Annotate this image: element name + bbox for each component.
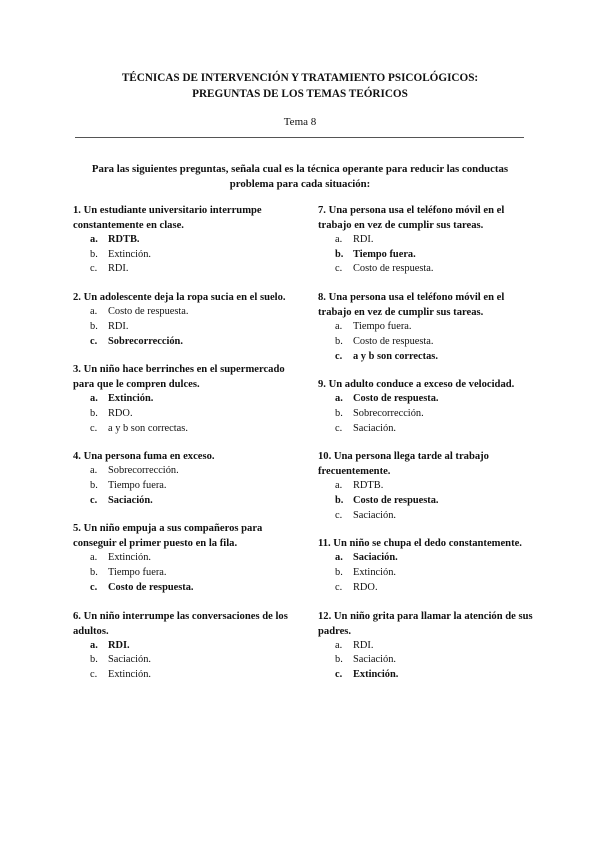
- answer-option: [73, 479, 293, 494]
- option-letter: c.: [335, 350, 343, 362]
- option-text: Costo de respuesta.: [353, 495, 439, 507]
- option-text: Extinción.: [353, 567, 396, 579]
- option-letter: c.: [335, 422, 343, 434]
- option-text: Costo de respuesta.: [108, 306, 189, 318]
- option-text: Saciación.: [108, 494, 153, 506]
- option-text: a y b son correctas.: [108, 422, 188, 434]
- answer-option: [318, 581, 538, 596]
- option-letter: a.: [335, 552, 343, 564]
- option-letter: b.: [335, 407, 343, 419]
- answer-option: [318, 653, 538, 668]
- question-block: [73, 203, 293, 277]
- question-text: 9. Un adulto conduce a exceso de velocidad.: [318, 379, 515, 391]
- questions-column-left: [73, 203, 293, 696]
- question-block: [318, 609, 538, 683]
- option-text: Saciación.: [353, 509, 396, 521]
- option-text: Saciación.: [353, 552, 398, 564]
- question-block: [73, 449, 293, 508]
- option-text: Sobrecorrección.: [108, 465, 179, 477]
- answer-option: [318, 320, 538, 335]
- option-text: RDI.: [353, 234, 374, 245]
- option-letter: c.: [90, 422, 98, 434]
- option-letter: b.: [90, 248, 98, 260]
- option-letter: b.: [335, 495, 344, 507]
- question-text: 4. Una persona fuma en exceso.: [73, 451, 215, 463]
- option-text: Sobrecorrección.: [353, 407, 424, 419]
- question-block: [318, 449, 538, 523]
- option-text: Saciación.: [108, 654, 151, 666]
- answer-option-correct: [73, 494, 293, 509]
- option-text: Costo de respuesta.: [353, 335, 434, 347]
- document-title: [60, 70, 540, 102]
- answer-option: [318, 509, 538, 524]
- answer-option: [318, 422, 538, 437]
- option-text: RDTB.: [108, 234, 140, 245]
- option-letter: c.: [335, 263, 343, 275]
- option-letter: a.: [90, 234, 98, 245]
- answer-options: [73, 464, 293, 508]
- option-letter: c.: [90, 335, 98, 347]
- answer-option: [73, 407, 293, 422]
- option-text: RDI.: [108, 320, 129, 332]
- option-text: Costo de respuesta.: [353, 263, 434, 275]
- option-text: RDTB.: [353, 480, 384, 492]
- option-text: Tiempo fuera.: [353, 321, 412, 333]
- option-letter: c.: [90, 668, 98, 680]
- instructions: Para las siguientes preguntas, señala cual es la técnica operante para reducir las conductas problema para cada situación:: [91, 163, 509, 190]
- option-text: Extinción.: [108, 393, 154, 405]
- question-block: [318, 290, 538, 364]
- question-text: 2. Un adolescente deja la ropa sucia en el suelo.: [73, 292, 286, 304]
- document-subtitle: Tema 8: [283, 116, 317, 128]
- option-letter: a.: [335, 639, 343, 651]
- option-letter: c.: [335, 668, 343, 680]
- option-letter: b.: [335, 248, 344, 260]
- option-text: Extinción.: [108, 248, 151, 260]
- answer-options: [73, 233, 293, 277]
- answer-option: [73, 566, 293, 581]
- option-letter: c.: [335, 509, 343, 521]
- answer-option-correct: [318, 551, 538, 566]
- answer-option: [73, 248, 293, 263]
- question-block: [318, 377, 538, 436]
- answer-option: [73, 422, 293, 437]
- option-text: RDI.: [108, 639, 130, 651]
- option-letter: a.: [335, 321, 343, 333]
- answer-option-correct: [318, 494, 538, 509]
- answer-option-correct: [318, 392, 538, 407]
- answer-option: [73, 464, 293, 479]
- answer-option: [73, 305, 293, 320]
- title-line-2: PREGUNTAS DE LOS TEMAS TEÓRICOS: [192, 88, 408, 100]
- option-letter: a.: [335, 234, 343, 245]
- option-letter: b.: [90, 407, 98, 419]
- title-line-1: TÉCNICAS DE INTERVENCIÓN Y TRATAMIENTO PSICOLÓGICOS:: [121, 72, 479, 84]
- question-block: [73, 290, 293, 349]
- answer-option: [318, 233, 538, 248]
- option-text: RDO.: [108, 407, 133, 419]
- question-block: [318, 536, 538, 595]
- option-letter: a.: [90, 552, 98, 564]
- option-letter: c.: [90, 263, 98, 275]
- answer-option-correct: [73, 392, 293, 407]
- option-text: RDI.: [108, 263, 129, 275]
- answer-option-correct: [318, 668, 538, 683]
- question-block: [73, 521, 293, 595]
- option-letter: b.: [90, 654, 98, 666]
- answer-option-correct: [318, 350, 538, 365]
- answer-option: [73, 668, 293, 683]
- option-text: Extinción.: [108, 552, 151, 564]
- option-text: RDI.: [353, 639, 374, 651]
- questions-column-right: [318, 203, 538, 696]
- answer-option: [73, 262, 293, 277]
- answer-option: [318, 335, 538, 350]
- option-text: Saciación.: [353, 654, 396, 666]
- question-text: 11. Un niño se chupa el dedo constantemente.: [318, 538, 522, 550]
- question-text: 12. Un niño grita para llamar la atención de sus padres.: [318, 610, 533, 637]
- question-text: 7. Una persona usa el teléfono móvil en el trabajo en vez de cumplir sus tareas.: [318, 205, 505, 231]
- answer-options: [73, 392, 293, 436]
- answer-option: [318, 639, 538, 654]
- answer-option: [73, 320, 293, 335]
- question-block: [73, 362, 293, 436]
- option-text: Costo de respuesta.: [108, 581, 194, 593]
- option-letter: b.: [90, 567, 98, 579]
- question-block: [73, 609, 293, 683]
- question-text: 10. Una persona llega tarde al trabajo frecuentemente.: [318, 451, 489, 478]
- option-text: Extinción.: [353, 668, 399, 680]
- option-letter: c.: [335, 581, 343, 593]
- answer-options: [318, 233, 538, 277]
- option-letter: b.: [335, 654, 343, 666]
- option-letter: a.: [90, 465, 98, 477]
- option-text: Tiempo fuera.: [108, 567, 167, 579]
- option-letter: a.: [335, 393, 343, 405]
- answer-option-correct: [73, 581, 293, 596]
- option-letter: c.: [90, 494, 98, 506]
- option-text: Tiempo fuera.: [108, 480, 167, 492]
- question-text: 6. Un niño interrumpe las conversaciones de los adultos.: [73, 610, 288, 637]
- option-letter: a.: [335, 480, 343, 492]
- option-text: RDO.: [353, 581, 378, 593]
- option-letter: b.: [335, 335, 343, 347]
- option-text: Costo de respuesta.: [353, 393, 439, 405]
- question-block: [318, 203, 538, 277]
- answer-options: [318, 639, 538, 683]
- question-text: 8. Una persona usa el teléfono móvil en el trabajo en vez de cumplir sus tareas.: [318, 292, 505, 319]
- answer-option-correct: [73, 335, 293, 350]
- answer-options: [73, 305, 293, 349]
- option-letter: a.: [90, 306, 98, 318]
- answer-options: [318, 320, 538, 364]
- option-text: a y b son correctas.: [353, 350, 438, 362]
- answer-options: [73, 639, 293, 683]
- answer-option: [318, 479, 538, 494]
- option-letter: a.: [90, 393, 98, 405]
- question-text: 1. Un estudiante universitario interrumpe constantemente en clase.: [73, 205, 262, 231]
- answer-options: [318, 479, 538, 523]
- answer-option-correct: [318, 248, 538, 263]
- question-text: 3. Un niño hace berrinches en el supermercado para que le compren dulces.: [73, 364, 285, 391]
- answer-options: [73, 551, 293, 595]
- option-text: Saciación.: [353, 422, 396, 434]
- divider: [75, 137, 524, 138]
- question-text: 5. Un niño empuja a sus compañeros para conseguir el primer puesto en la fila.: [73, 523, 263, 550]
- answer-option: [318, 407, 538, 422]
- option-text: Extinción.: [108, 668, 151, 680]
- answer-option-correct: [73, 639, 293, 654]
- option-text: Sobrecorrección.: [108, 335, 183, 347]
- option-text: Tiempo fuera.: [353, 248, 416, 260]
- answer-option: [73, 653, 293, 668]
- option-letter: a.: [90, 639, 98, 651]
- answer-option: [318, 262, 538, 277]
- option-letter: b.: [90, 480, 98, 492]
- answer-option-correct: [73, 233, 293, 248]
- answer-option: [73, 551, 293, 566]
- answer-option: [318, 566, 538, 581]
- answer-options: [318, 551, 538, 595]
- option-letter: c.: [90, 581, 98, 593]
- option-letter: b.: [335, 567, 343, 579]
- option-letter: b.: [90, 320, 98, 332]
- answer-options: [318, 392, 538, 436]
